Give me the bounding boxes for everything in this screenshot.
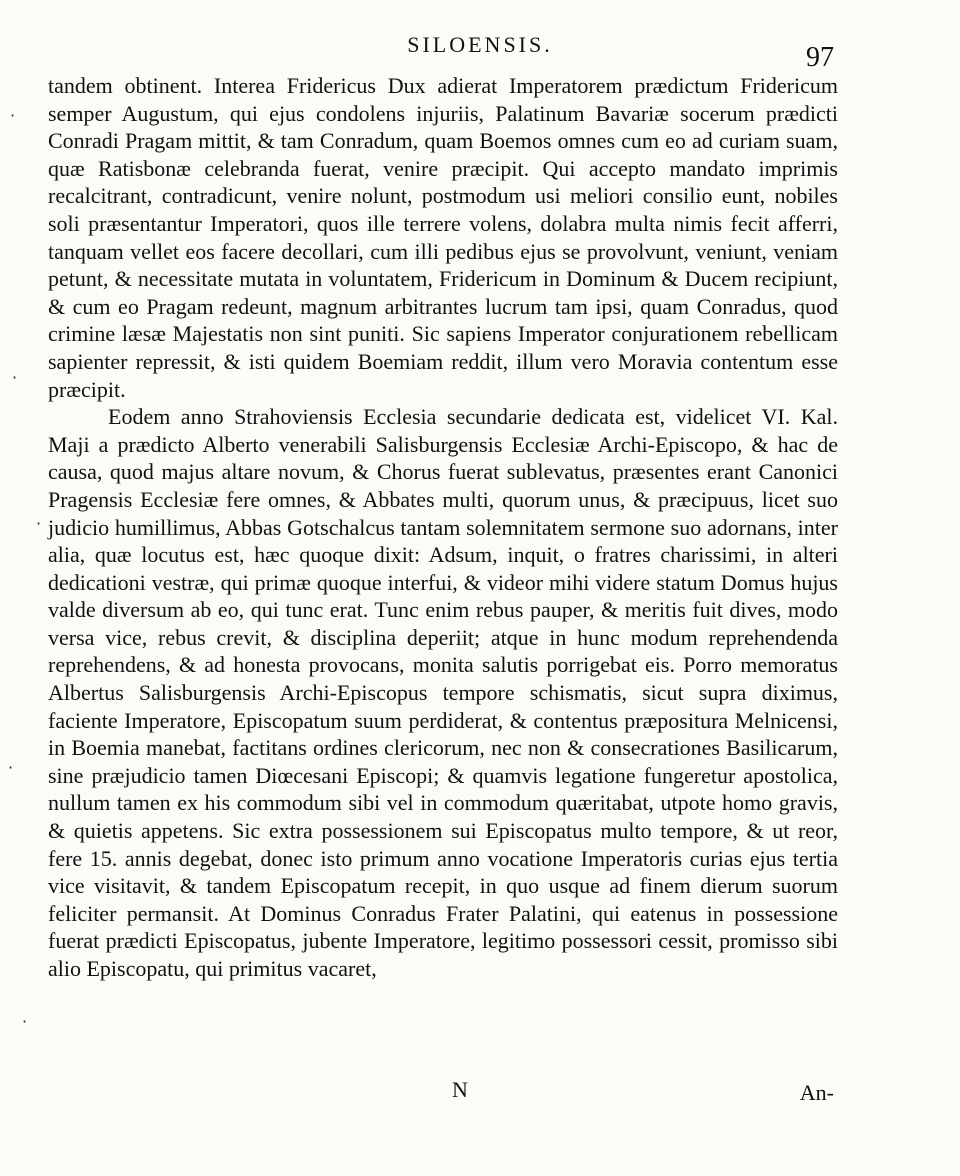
body-text [48, 72, 838, 1082]
margin-dot-mark: · [12, 368, 18, 387]
running-head: SILOENSIS. [407, 32, 553, 57]
paragraph-1: tandem obtinent. Interea Fridericus Dux adierat Imperatorem prædictum Fridericum semper Augustum, qui ejus condolens injuriis, Palatinum Bavariæ socerum prædicti Conradi Pragam mittit, & tam Conradum, quam Boemos omnes cum eo ad curiam suam, quæ Ratisbonæ celebranda fuerat, venire præcipit. Qui accepto mandato imprimis recalcitrant, contradicunt, venire nolunt, postmodum usi meliori consilio eunt, nobiles soli præsentantur Imperatori, quos ille terrere volens, dolabra multa nimis fecit afferri, tanquam vellet eos facere decollari, cum illi pedibus ejus se provolvunt, veniunt, veniam petunt, & necessitate mutata in voluntatem, Fridericum in Dominum & Ducem recipiunt, & cum eo Pragam redeunt, magnum arbitrantes lucrum tam ipsi, quam Conradus, quod crimine læsæ Majestatis non sint puniti. Sic sapiens Imperator conjurationem rebellicam sapienter repressit, & isti quidem Boemiam reddit, illum vero Moravia contentum esse præcipit. [48, 73, 838, 402]
catchword: An- [799, 1080, 834, 1105]
margin-dot-mark: · [8, 758, 14, 777]
page-number: 97 [806, 42, 834, 73]
margin-dot-mark: · [36, 514, 42, 533]
margin-dot-mark: · [10, 106, 16, 125]
paragraph-2: Eodem anno Strahoviensis Ecclesia secundarie dedicata est, videlicet VI. Kal. Maji a prædicto Alberto venerabili Salisburgensis Ecclesiæ Archi-Episcopo, & hac de causa, quod majus altare novum, & Chorus fuerat sublevatus, præsentes erant Canonici Pragensis Ecclesiæ fere omnes, & Abbates multi, quorum unus, & præcipuus, licet suo judicio humillimus, Abbas Gotschalcus tantam solemnitatem sermone suo adornans, inter alia, quæ locutus est, hæc quoque dixit: Adsum, inquit, o fratres charissimi, in alteri dedicationi vestræ, qui primæ quoque interfui, & videor mihi videre statum Domus hujus valde diversum ab eo, qui tunc erat. Tunc enim rebus pauper, & meritis fuit dives, modo versa vice, rebus crevit, & disciplina deperiit; atque in hunc modum reprehendenda reprehendens, & ad honesta provocans, monita salutis porrigebat eis. Porro memoratus Albertus Salisburgensis Archi-Episcopus tempore schismatis, sicut supra diximus, faciente Imperatore, Episcopatum suum perdiderat, & contentus præpositura Melnicensi, in Boemia manebat, factitans ordines clericorum, nec non & consecrationes Basilicarum, sine præjudicio tamen Diœcesani Episcopi; & quamvis legatione fungeretur apostolica, nullum tamen ex his commodum sibi vel in commodum quæritabat, utpote homo gravis, & quietis appetens. Sic extra possessionem sui Episcopatus multo tempore, & ut reor, fere 15. annis degebat, donec isto primum anno vocatione Imperatoris curias ejus tertia vice visitavit, & tandem Episcopatum recepit, in quo usque ad finem dierum suorum feliciter permansit. At Dominus Conradus Frater Palatini, qui eatenus in possessione fuerat prædicti Episcopatus, jubente Imperatore, legitimo possessori cessit, promisso sibi alio Episcopatu, qui primitus vacaret, [48, 404, 838, 981]
signature-mark: N [452, 1077, 468, 1102]
margin-dot-mark: · [22, 1012, 28, 1031]
